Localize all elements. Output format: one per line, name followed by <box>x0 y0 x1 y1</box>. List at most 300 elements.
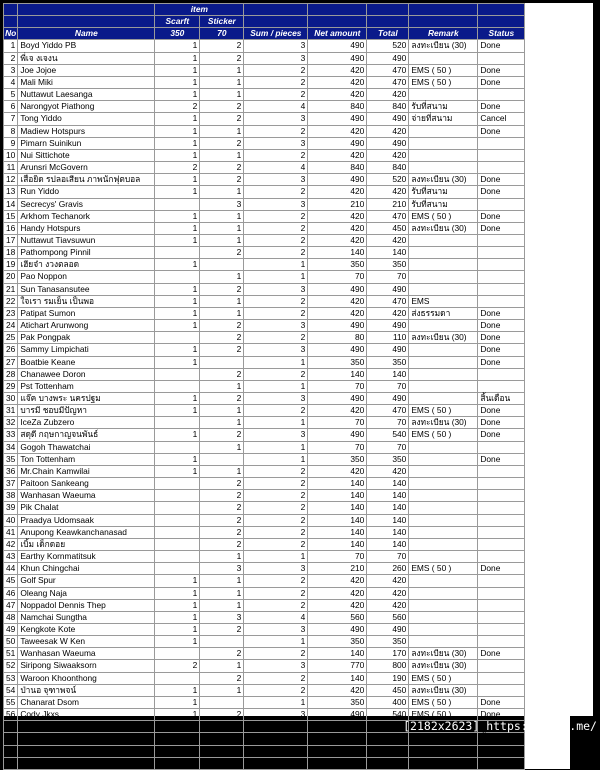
total-amount-cell: 840 <box>367 101 409 113</box>
row-number-cell: 28 <box>4 368 18 380</box>
total-amount-cell: 400 <box>367 745 409 757</box>
customer-name-cell: เบิ้ม เด็กดอย <box>18 538 155 550</box>
scarf-qty-cell <box>155 441 200 453</box>
row-number-cell: 14 <box>4 198 18 210</box>
sum-pieces-cell: 3 <box>244 709 308 721</box>
row-number-cell: 1 <box>4 40 18 52</box>
total-amount-cell: 470 <box>367 210 409 222</box>
remark-cell: รับที่สนาม <box>409 186 478 198</box>
sum-pieces-cell: 2 <box>244 222 308 234</box>
total-amount-cell: 420 <box>367 575 409 587</box>
remark-cell <box>409 247 478 259</box>
total-amount-cell: 490 <box>367 137 409 149</box>
net-amount-cell: 420 <box>308 76 367 88</box>
sticker-qty-cell: 1 <box>200 380 244 392</box>
sum-pieces-cell: 1 <box>244 441 308 453</box>
blank-cell <box>525 149 570 161</box>
status-cell: Done <box>478 648 525 660</box>
status-cell: Done <box>478 709 525 721</box>
remark-cell: ลงทะเบียน (30) <box>409 417 478 429</box>
row-number-cell: 12 <box>4 174 18 186</box>
remark-cell <box>409 575 478 587</box>
sticker-qty-cell: 1 <box>200 234 244 246</box>
row-number-cell: 40 <box>4 514 18 526</box>
scarf-qty-cell: 1 <box>155 575 200 587</box>
row-number-cell: 53 <box>4 672 18 684</box>
customer-name-cell: Nuttawut Tiavsuwun <box>18 234 155 246</box>
total-amount-cell: 350 <box>367 757 409 769</box>
remark-cell: ลงทะเบียน (30) <box>409 222 478 234</box>
customer-name-cell: แจ๊ค บางพระ นครปฐม <box>18 393 155 405</box>
sticker-qty-cell: 2 <box>200 113 244 125</box>
total-amount-cell: 70 <box>367 271 409 283</box>
header-blank <box>308 4 367 16</box>
sum-pieces-cell: 3 <box>244 283 308 295</box>
net-amount-cell: 420 <box>308 186 367 198</box>
blank-cell <box>525 672 570 684</box>
row-number-cell: 44 <box>4 563 18 575</box>
blank-cell <box>525 405 570 417</box>
sum-pieces-cell: 2 <box>244 149 308 161</box>
total-amount-cell: 420 <box>367 465 409 477</box>
status-cell: สิ้นเดือน <box>478 393 525 405</box>
row-number-cell: 38 <box>4 490 18 502</box>
header-blank <box>18 16 155 28</box>
sticker-qty-cell: 1 <box>200 186 244 198</box>
table-row <box>4 344 570 356</box>
net-amount-cell: 490 <box>308 320 367 332</box>
blank-cell <box>525 186 570 198</box>
sum-pieces-cell: 2 <box>244 538 308 550</box>
sum-pieces-cell: 4 <box>244 101 308 113</box>
table-row <box>4 563 570 575</box>
row-number-cell: 59 <box>4 745 18 757</box>
blank-cell <box>525 198 570 210</box>
sum-pieces-cell: 3 <box>244 174 308 186</box>
row-number-cell: 39 <box>4 502 18 514</box>
blank-cell <box>525 393 570 405</box>
header-no: No <box>5 28 17 39</box>
customer-name-cell: Waroon Khoonthong <box>18 672 155 684</box>
status-cell: Done <box>478 696 525 708</box>
scarf-qty-cell: 1 <box>155 222 200 234</box>
scarf-qty-cell <box>155 368 200 380</box>
net-amount-cell: 490 <box>308 283 367 295</box>
table-row <box>4 283 570 295</box>
net-amount-cell: 490 <box>308 709 367 721</box>
sticker-qty-cell: 2 <box>200 101 244 113</box>
net-amount-cell: 420 <box>308 234 367 246</box>
customer-name-cell: Natthawat Suwakhon <box>18 757 155 769</box>
blank-cell <box>525 210 570 222</box>
scarf-qty-cell <box>155 271 200 283</box>
blank-cell <box>525 368 570 380</box>
customer-name-cell: Handy Hotspurs <box>18 222 155 234</box>
scarf-qty-cell <box>155 563 200 575</box>
scarf-qty-cell: 1 <box>155 757 200 769</box>
status-cell: Done <box>478 453 525 465</box>
total-amount-cell: 490 <box>367 623 409 635</box>
blank-cell <box>525 429 570 441</box>
status-cell: Done <box>478 429 525 441</box>
sum-pieces-cell: 1 <box>244 757 308 769</box>
sticker-qty-cell: 1 <box>200 295 244 307</box>
blank-cell <box>525 563 570 575</box>
net-amount-cell: 140 <box>308 514 367 526</box>
sum-pieces-cell: 2 <box>244 599 308 611</box>
blank-cell <box>525 283 570 295</box>
sticker-qty-cell: 2 <box>200 52 244 64</box>
remark-cell: EMS ( 50 ) <box>409 672 478 684</box>
sum-pieces-cell: 1 <box>244 551 308 563</box>
table-row <box>4 64 570 76</box>
total-amount-cell: 350 <box>367 356 409 368</box>
scarf-qty-cell <box>155 247 200 259</box>
blank-cell <box>525 587 570 599</box>
customer-name-cell: Boyd Yiddo PB <box>18 40 155 52</box>
status-cell <box>478 271 525 283</box>
row-number-cell: 42 <box>4 538 18 550</box>
status-cell: สิ้นเดือน <box>478 733 525 745</box>
remark-cell <box>409 125 478 137</box>
remark-cell <box>409 490 478 502</box>
remark-cell: EMS ( 50 ) <box>409 76 478 88</box>
net-amount-cell: 490 <box>308 733 367 745</box>
sticker-qty-cell: 2 <box>200 40 244 52</box>
scarf-qty-cell: 1 <box>155 137 200 149</box>
net-amount-cell: 490 <box>308 344 367 356</box>
net-amount-cell: 70 <box>308 417 367 429</box>
row-number-cell: 2 <box>4 52 18 64</box>
status-cell <box>478 660 525 672</box>
remark-cell <box>409 234 478 246</box>
scarf-qty-cell: 1 <box>155 113 200 125</box>
status-cell <box>478 757 525 769</box>
scarf-qty-cell <box>155 551 200 563</box>
header-status: Status <box>478 28 525 40</box>
customer-name-cell: Pak Pongpak <box>18 332 155 344</box>
net-amount-cell: 490 <box>308 52 367 64</box>
header-sticker: Sticker <box>200 16 244 28</box>
net-amount-cell: 420 <box>308 89 367 101</box>
status-cell <box>478 368 525 380</box>
remark-cell <box>409 623 478 635</box>
total-amount-cell: 190 <box>367 672 409 684</box>
sum-pieces-cell: 3 <box>244 198 308 210</box>
blank-cell <box>525 64 570 76</box>
remark-cell <box>409 380 478 392</box>
net-amount-cell: 770 <box>308 660 367 672</box>
table-row <box>4 40 570 52</box>
sum-pieces-cell: 1 <box>244 356 308 368</box>
total-amount-cell: 470 <box>367 76 409 88</box>
total-amount-cell: 260 <box>367 563 409 575</box>
sticker-qty-cell: 1 <box>200 465 244 477</box>
total-amount-cell: 140 <box>367 502 409 514</box>
blank-cell <box>525 623 570 635</box>
sum-pieces-cell: 2 <box>244 684 308 696</box>
total-amount-cell: 420 <box>367 307 409 319</box>
sum-pieces-cell: 2 <box>244 332 308 344</box>
status-cell <box>478 149 525 161</box>
table-row <box>4 222 570 234</box>
scarf-qty-cell: 1 <box>155 76 200 88</box>
total-amount-cell: 490 <box>367 52 409 64</box>
net-amount-cell: 350 <box>308 757 367 769</box>
net-amount-cell: 350 <box>308 356 367 368</box>
table-body <box>4 40 570 769</box>
scarf-qty-cell <box>155 502 200 514</box>
blank-cell <box>525 684 570 696</box>
status-cell: Done <box>478 40 525 52</box>
customer-name-cell: Kengkote Kote <box>18 623 155 635</box>
sum-pieces-cell: 3 <box>244 40 308 52</box>
table-row <box>4 52 570 64</box>
scarf-qty-cell: 2 <box>155 101 200 113</box>
net-amount-cell: 490 <box>308 174 367 186</box>
sticker-qty-cell: 1 <box>200 149 244 161</box>
status-cell <box>478 551 525 563</box>
sum-pieces-cell: 2 <box>244 76 308 88</box>
status-cell <box>478 502 525 514</box>
remark-cell <box>409 149 478 161</box>
net-amount-cell: 140 <box>308 538 367 550</box>
customer-name-cell: Hajime Kindaichi <box>18 745 155 757</box>
header-blank <box>525 16 570 28</box>
status-cell: Done <box>478 101 525 113</box>
sticker-qty-cell <box>200 259 244 271</box>
remark-cell: ลงทะเบียน (30) <box>409 648 478 660</box>
remark-cell: ลงทะเบียน (30) <box>409 40 478 52</box>
sticker-qty-cell: 2 <box>200 672 244 684</box>
total-amount-cell: 450 <box>367 684 409 696</box>
scarf-qty-cell <box>155 526 200 538</box>
total-amount-cell: 450 <box>367 222 409 234</box>
remark-cell: EMS ( 50 ) <box>409 405 478 417</box>
sum-pieces-cell: 1 <box>244 259 308 271</box>
blank-cell <box>525 599 570 611</box>
table-row <box>4 393 570 405</box>
sticker-qty-cell: 2 <box>200 514 244 526</box>
row-number-cell: 7 <box>4 113 18 125</box>
sticker-qty-cell: 1 <box>200 222 244 234</box>
sum-pieces-cell: 3 <box>244 344 308 356</box>
remark-cell <box>409 526 478 538</box>
net-amount-cell: 490 <box>308 429 367 441</box>
sum-pieces-cell: 1 <box>244 271 308 283</box>
row-number-cell: 27 <box>4 356 18 368</box>
sticker-qty-cell <box>200 745 244 757</box>
sticker-qty-cell: 1 <box>200 575 244 587</box>
status-cell: Done <box>478 174 525 186</box>
table-row <box>4 599 570 611</box>
sum-pieces-cell: 2 <box>244 234 308 246</box>
scarf-qty-cell: 1 <box>155 125 200 137</box>
remark-cell: EMS ( 50 ) <box>409 696 478 708</box>
blank-cell <box>525 745 570 757</box>
sticker-qty-cell: 2 <box>200 332 244 344</box>
row-number-cell: 52 <box>4 660 18 672</box>
total-amount-cell: 540 <box>367 709 409 721</box>
scarf-qty-cell: 1 <box>155 234 200 246</box>
net-amount-cell: 490 <box>308 393 367 405</box>
header-blank <box>409 4 478 16</box>
row-number-cell: 51 <box>4 648 18 660</box>
blank-cell <box>525 611 570 623</box>
blank-cell <box>525 575 570 587</box>
total-amount-cell: 840 <box>367 162 409 174</box>
status-cell <box>478 234 525 246</box>
sum-pieces-cell: 3 <box>244 320 308 332</box>
total-amount-cell: 470 <box>367 64 409 76</box>
net-amount-cell: 140 <box>308 478 367 490</box>
sum-pieces-cell: 4 <box>244 162 308 174</box>
table-row <box>4 247 570 259</box>
table-row <box>4 417 570 429</box>
row-number-cell: 50 <box>4 636 18 648</box>
customer-name-cell: Pimarn Suinikun <box>18 137 155 149</box>
scarf-qty-cell <box>155 198 200 210</box>
remark-cell <box>409 356 478 368</box>
sum-pieces-cell: 2 <box>244 295 308 307</box>
scarf-qty-cell <box>155 417 200 429</box>
sticker-qty-cell: 2 <box>200 733 244 745</box>
row-number-cell: 60 <box>4 757 18 769</box>
scarf-qty-cell: 1 <box>155 696 200 708</box>
table-row <box>4 198 570 210</box>
header-blank <box>4 16 18 28</box>
net-amount-cell: 420 <box>308 125 367 137</box>
remark-cell <box>409 478 478 490</box>
row-number-cell: 10 <box>4 149 18 161</box>
table-row <box>4 368 570 380</box>
blank-cell <box>525 259 570 271</box>
net-amount-cell: 840 <box>308 162 367 174</box>
status-cell: Done <box>478 210 525 222</box>
total-amount-cell: 520 <box>367 733 409 745</box>
sticker-qty-cell: 1 <box>200 441 244 453</box>
sticker-qty-cell <box>200 636 244 648</box>
blank-cell <box>525 113 570 125</box>
scarf-qty-cell <box>155 490 200 502</box>
customer-name-cell: Golf Spur <box>18 575 155 587</box>
sticker-qty-cell: 1 <box>200 660 244 672</box>
net-amount-cell: 420 <box>308 222 367 234</box>
sum-pieces-cell: 1 <box>244 453 308 465</box>
customer-name-cell: Wanhasan Waeuma <box>18 490 155 502</box>
total-amount-cell: 350 <box>367 453 409 465</box>
scarf-qty-cell: 1 <box>155 611 200 623</box>
sticker-qty-cell: 2 <box>200 162 244 174</box>
customer-name-cell: Sammy Limpichati <box>18 344 155 356</box>
scarf-qty-cell: 1 <box>155 356 200 368</box>
customer-name-cell: Noppadol Dennis Thep <box>18 599 155 611</box>
net-amount-cell: 490 <box>308 113 367 125</box>
sticker-qty-cell: 2 <box>200 247 244 259</box>
scarf-qty-cell: 1 <box>155 89 200 101</box>
customer-name-cell: Khun Chingchai <box>18 563 155 575</box>
status-cell <box>478 162 525 174</box>
sum-pieces-cell: 2 <box>244 89 308 101</box>
net-amount-cell: 70 <box>308 271 367 283</box>
customer-name-cell: Praadya Udomsaak <box>18 514 155 526</box>
remark-cell: ลงทะเบียน (30) <box>409 733 478 745</box>
sum-pieces-cell: 2 <box>244 478 308 490</box>
net-amount-cell: 210 <box>308 563 367 575</box>
total-amount-cell: 70 <box>367 441 409 453</box>
customer-name-cell: Siripong Siwaaksorn <box>18 660 155 672</box>
remark-cell <box>409 162 478 174</box>
header-blank <box>367 16 409 28</box>
scarf-qty-cell: 1 <box>155 210 200 222</box>
status-cell: Done <box>478 417 525 429</box>
scarf-qty-cell: 1 <box>155 745 200 757</box>
row-number-cell: 35 <box>4 453 18 465</box>
total-amount-cell: 490 <box>367 393 409 405</box>
total-amount-cell: 490 <box>367 113 409 125</box>
table-row <box>4 757 570 769</box>
scarf-qty-cell: 1 <box>155 259 200 271</box>
row-number-cell: 54 <box>4 684 18 696</box>
sticker-qty-cell <box>200 696 244 708</box>
sum-pieces-cell: 3 <box>244 393 308 405</box>
sticker-qty-cell: 1 <box>200 89 244 101</box>
image-size-footer: [2182x2623] https://upic.me/ <box>403 719 597 733</box>
remark-cell: EMS ( 50 ) <box>409 210 478 222</box>
total-amount-cell: 520 <box>367 174 409 186</box>
blank-cell <box>525 125 570 137</box>
status-cell <box>478 283 525 295</box>
blank-cell <box>525 441 570 453</box>
customer-name-cell: Pik Chalat <box>18 502 155 514</box>
scarf-qty-cell: 1 <box>155 64 200 76</box>
row-number-cell: 21 <box>4 283 18 295</box>
blank-cell <box>525 174 570 186</box>
net-amount-cell: 350 <box>308 696 367 708</box>
sticker-qty-cell: 1 <box>200 551 244 563</box>
table-row <box>4 745 570 757</box>
blank-cell <box>525 636 570 648</box>
remark-cell: EMS ( 50 ) <box>409 709 478 721</box>
net-amount-cell: 80 <box>308 332 367 344</box>
row-number-cell: 26 <box>4 344 18 356</box>
customer-name-cell: สดุดี กฤษกาญจนพันธ์ <box>18 429 155 441</box>
total-amount-cell: 470 <box>367 405 409 417</box>
scarf-qty-cell: 1 <box>155 721 200 733</box>
total-amount-cell: 110 <box>367 332 409 344</box>
sum-pieces-cell: 3 <box>244 563 308 575</box>
sticker-qty-cell: 1 <box>200 417 244 429</box>
row-number-cell: 25 <box>4 332 18 344</box>
table-row <box>4 295 570 307</box>
scarf-qty-cell: 1 <box>155 733 200 745</box>
table-row <box>4 89 570 101</box>
table-row <box>4 125 570 137</box>
customer-name-cell: Nuttawut Laesanga <box>18 89 155 101</box>
net-amount-cell: 140 <box>308 672 367 684</box>
table-row <box>4 696 570 708</box>
row-number-cell: 23 <box>4 307 18 319</box>
status-cell: Done <box>478 186 525 198</box>
blank-cell <box>525 76 570 88</box>
table-row <box>4 672 570 684</box>
blank-cell <box>525 526 570 538</box>
total-amount-cell: 420 <box>367 599 409 611</box>
sum-pieces-cell: 1 <box>244 417 308 429</box>
sum-pieces-cell: 2 <box>244 368 308 380</box>
scarf-qty-cell: 1 <box>155 465 200 477</box>
total-amount-cell: 800 <box>367 660 409 672</box>
